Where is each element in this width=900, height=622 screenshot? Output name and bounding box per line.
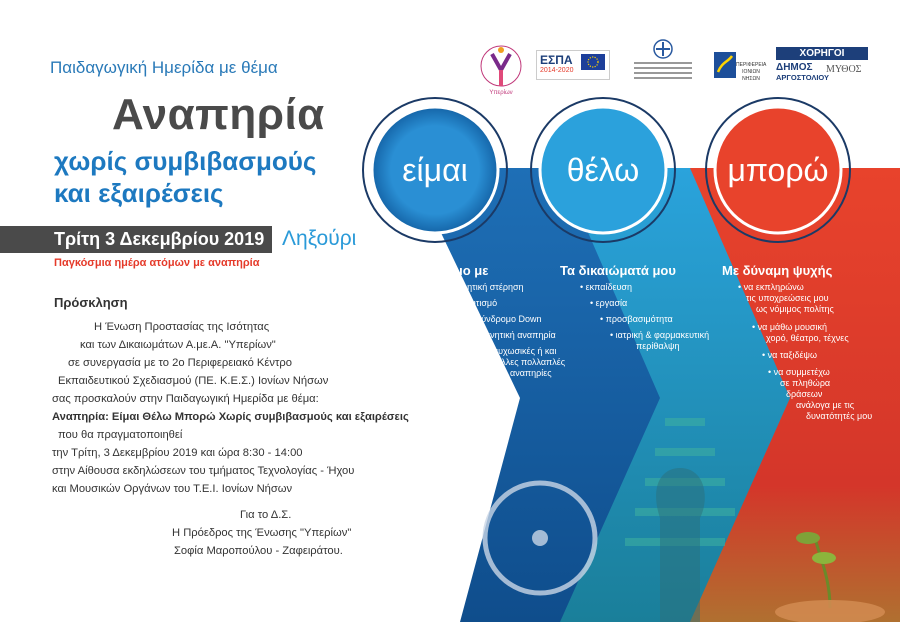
column2-cont: περίθαλψη bbox=[636, 341, 680, 351]
espa-label: ΕΣΠΑ bbox=[540, 53, 573, 67]
invitation-topic: Αναπηρία: Είμαι Θέλω Μπορώ Χωρίς συμβιβασμούς και εξαιρέσεις bbox=[52, 411, 409, 423]
sponsors-label: ΧΟΡΗΓΟΙ bbox=[776, 47, 868, 60]
invitation-line: την Τρίτη, 3 Δεκεμβρίου 2019 και ώρα 8:30 - 14:00 bbox=[52, 447, 303, 459]
column2-item: • προσβασιμότητα bbox=[600, 314, 673, 325]
invitation-line: Εκπαιδευτικού Σχεδιασμού (ΠΕ. Κ.Ε.Σ.) Ιονίων Νήσων bbox=[58, 375, 329, 387]
espa-logo bbox=[536, 50, 610, 80]
event-title-line3: και εξαιρέσεις bbox=[54, 178, 224, 208]
signature-line: Για το Δ.Σ. bbox=[240, 509, 292, 521]
invitation-line: και των Δικαιωμάτων Α.με.Α. "Υπερίων" bbox=[80, 339, 276, 351]
event-subtitle: Παιδαγωγική Ημερίδα με θέμα bbox=[50, 58, 278, 77]
column3-cont: χορό, θέατρο, τέχνες bbox=[766, 333, 849, 343]
event-date: Τρίτη 3 Δεκεμβρίου 2019 bbox=[54, 229, 265, 249]
column1-item: • κινητική αναπηρία bbox=[478, 330, 556, 341]
column3-title: Με δύναμη ψυχής bbox=[722, 263, 833, 278]
column3-cont: δράσεων bbox=[786, 389, 823, 399]
column3-cont: τις υποχρεώσεις μου bbox=[746, 293, 829, 303]
column2-item: • εκπαίδευση bbox=[580, 282, 632, 293]
ring-thelo-label: θέλω bbox=[566, 152, 640, 188]
column1-item: • σύνδρομο Down bbox=[470, 314, 541, 325]
column3-cont: δυνατότητές μου bbox=[806, 411, 873, 421]
column1-cont: αναπηρίες bbox=[510, 368, 552, 378]
world-day-note: Παγκόσμια ημέρα ατόμων με αναπηρία bbox=[54, 257, 260, 269]
column3-item: • να ταξιδέψω bbox=[762, 350, 817, 361]
event-location: Ληξούρι bbox=[282, 227, 357, 250]
invitation-line: σε συνεργασία με το 2ο Περιφερειακό Κέντρο bbox=[68, 357, 292, 369]
ring-mporo-label: μπορώ bbox=[727, 152, 829, 188]
column1-title: Άτομο με bbox=[432, 263, 489, 278]
ionian-label: ΠΕΡΙΦΕΡΕΙΑ ΙΟΝΙΩΝ ΝΗΣΩΝ bbox=[736, 62, 767, 82]
eu-flag-icon bbox=[581, 54, 605, 70]
column3-item: • να μάθω μουσική bbox=[752, 322, 827, 333]
column3-cont: σε πληθώρα bbox=[780, 378, 831, 388]
dimos-label: ΔΗΜΟΣ bbox=[776, 62, 813, 73]
yperion-logo bbox=[478, 40, 524, 100]
column2-title: Τα δικαιώματά μου bbox=[560, 263, 676, 278]
event-title: Αναπηρία bbox=[112, 90, 325, 139]
signature-line: Η Πρόεδρος της Ένωσης "Υπερίων" bbox=[172, 527, 352, 539]
invitation-line: Η Ένωση Προστασίας της Ισότητας bbox=[94, 321, 270, 333]
ionian-region-logo bbox=[714, 52, 767, 88]
invitation-line: που θα πραγματοποιηθεί bbox=[58, 429, 183, 441]
column1-cont: άλλες πολλαπλές bbox=[496, 357, 566, 367]
espa-years: 2014-2020 bbox=[540, 67, 574, 74]
argostoliou-label: ΑΡΓΟΣΤΟΛΙΟΥ bbox=[776, 73, 830, 82]
greek-emblem-icon bbox=[630, 38, 696, 60]
event-title-line2: χωρίς συμβιβασμούς bbox=[54, 146, 317, 176]
invitation-line: σας προσκαλούν στην Παιδαγωγική Ημερίδα με θέμα: bbox=[52, 393, 319, 405]
column2-item: • ιατρική & φαρμακευτική bbox=[610, 330, 709, 341]
column1-item: • νοητική στέρηση bbox=[452, 282, 524, 293]
column2-item: • εργασία bbox=[590, 298, 627, 309]
signature-name: Σοφία Μαροπούλου - Ζαφειράτου. bbox=[174, 545, 343, 557]
invitation-heading: Πρόσκληση bbox=[54, 295, 128, 310]
ring-eimai-label: είμαι bbox=[402, 152, 468, 188]
ionian-emblem-icon bbox=[714, 52, 736, 78]
column3-cont: ανάλογα με τις bbox=[796, 400, 855, 410]
column3-cont: ως νόμιμος πολίτης bbox=[756, 304, 834, 314]
yperion-label: Υπερίων bbox=[489, 90, 513, 96]
greek-ministry-logo bbox=[630, 38, 696, 94]
invitation-line: και Μουσικών Οργάνων του Τ.Ε.Ι. Ιονίων Νήσων bbox=[52, 483, 293, 495]
mythos-label: ΜΥΘΟΣ bbox=[826, 64, 862, 75]
column1-item: • αυτισμό bbox=[460, 298, 497, 309]
column3-item: • να εκπληρώνω bbox=[738, 282, 804, 293]
column3-item: • να συμμετέχω bbox=[768, 367, 830, 378]
column1-item: • ψυχωσικές ή και bbox=[486, 346, 557, 357]
invitation-line: στην Αίθουσα εκδηλώσεων του τμήματος Τεχνολογίας - Ήχου bbox=[52, 465, 355, 477]
